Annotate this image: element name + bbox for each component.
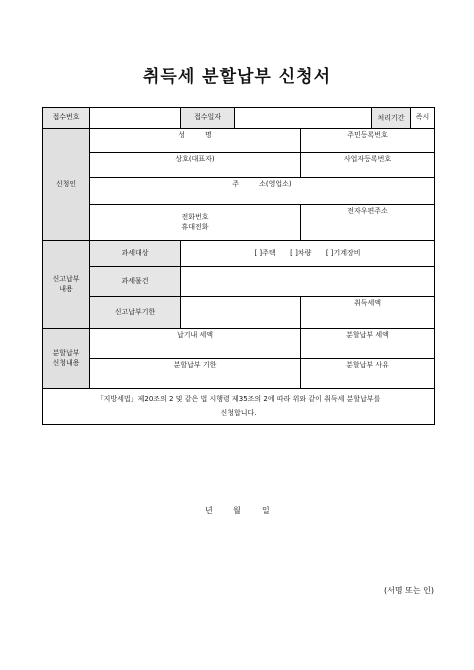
installment-section-label-1: 분할납부 xyxy=(52,349,80,358)
company-label: 상호(대표자) xyxy=(175,155,215,163)
processing-period-cell xyxy=(372,108,435,129)
report-deadline-label: 신고납부기한 xyxy=(90,297,181,329)
company-field[interactable] xyxy=(90,153,301,178)
report-deadline-field[interactable] xyxy=(181,297,301,329)
email-label: 전자우편주소 xyxy=(347,207,388,215)
address-field[interactable] xyxy=(90,178,435,205)
notice-line-1: 「지방세법」제20조의 2 및 같은 법 시행령 제35조의 2에 따라 위와 같이 취득세 분할납부를 xyxy=(96,395,381,404)
name-label-b: 명 xyxy=(205,131,212,139)
name-field[interactable] xyxy=(90,129,301,153)
mobile-label: 휴대전화 xyxy=(181,222,209,231)
date-year: 년 xyxy=(205,506,213,515)
resident-number-field[interactable] xyxy=(301,129,435,153)
installment-section-label-2: 신청내용 xyxy=(52,358,80,367)
tax-target-options xyxy=(181,241,435,267)
signature-label: (서명 또는 인) xyxy=(384,586,434,595)
tax-target-label: 과세대상 xyxy=(90,241,181,267)
receipt-date-field[interactable] xyxy=(235,108,372,129)
business-number-label: 사업자등록번호 xyxy=(343,155,392,163)
split-reason-label: 분할납부 사유 xyxy=(346,361,389,369)
name-label-a: 성 xyxy=(178,131,185,139)
split-deadline-label: 분할납부 기한 xyxy=(173,361,217,369)
checkbox-house[interactable]: [ ]주택 xyxy=(254,248,276,257)
installment-section-label xyxy=(43,329,90,389)
split-amount-field[interactable] xyxy=(301,329,435,359)
receipt-date-label: 접수일자 xyxy=(181,108,235,129)
date-month: 월 xyxy=(233,506,241,515)
checkbox-vehicle[interactable]: [ ]차량 xyxy=(290,248,312,257)
address-label-b: 소(영업소) xyxy=(259,180,292,188)
application-form-table xyxy=(42,107,435,425)
split-deadline-field[interactable] xyxy=(90,359,301,389)
report-section-label-1: 신고납부 xyxy=(52,275,80,284)
tax-object-field[interactable] xyxy=(181,267,435,297)
applicant-section-label: 신청인 xyxy=(43,129,90,241)
report-section-label-2: 내용 xyxy=(59,284,73,293)
receipt-number-label: 접수번호 xyxy=(43,108,90,129)
within-deadline-tax-field[interactable] xyxy=(90,329,301,359)
report-section-label xyxy=(43,241,90,329)
form-title: 취득세 분할납부 신청서 xyxy=(142,67,332,87)
split-amount-label: 분할납부 세액 xyxy=(346,331,389,339)
business-number-field[interactable] xyxy=(301,153,435,178)
phone-label: 전화번호 xyxy=(181,213,209,222)
resident-number-label: 주민등록번호 xyxy=(347,131,388,139)
acquisition-tax-label: 취득세액 xyxy=(353,299,382,307)
split-reason-field[interactable] xyxy=(301,359,435,389)
email-field[interactable] xyxy=(301,205,435,241)
processing-period-value: 즉시 xyxy=(415,113,430,122)
receipt-number-field[interactable] xyxy=(90,108,181,129)
address-label-a: 주 xyxy=(232,180,240,188)
date-day: 일 xyxy=(262,506,270,515)
tax-object-label: 과세물건 xyxy=(90,267,181,297)
checkbox-equipment[interactable]: [ ]기계장비 xyxy=(325,248,361,257)
acquisition-tax-field[interactable] xyxy=(301,297,435,329)
application-notice xyxy=(43,389,435,425)
notice-line-2: 신청합니다. xyxy=(220,408,257,417)
within-deadline-tax-label: 납기내 세액 xyxy=(176,331,214,339)
phone-field[interactable] xyxy=(90,205,301,241)
processing-period-label: 처리기간 xyxy=(372,108,411,128)
